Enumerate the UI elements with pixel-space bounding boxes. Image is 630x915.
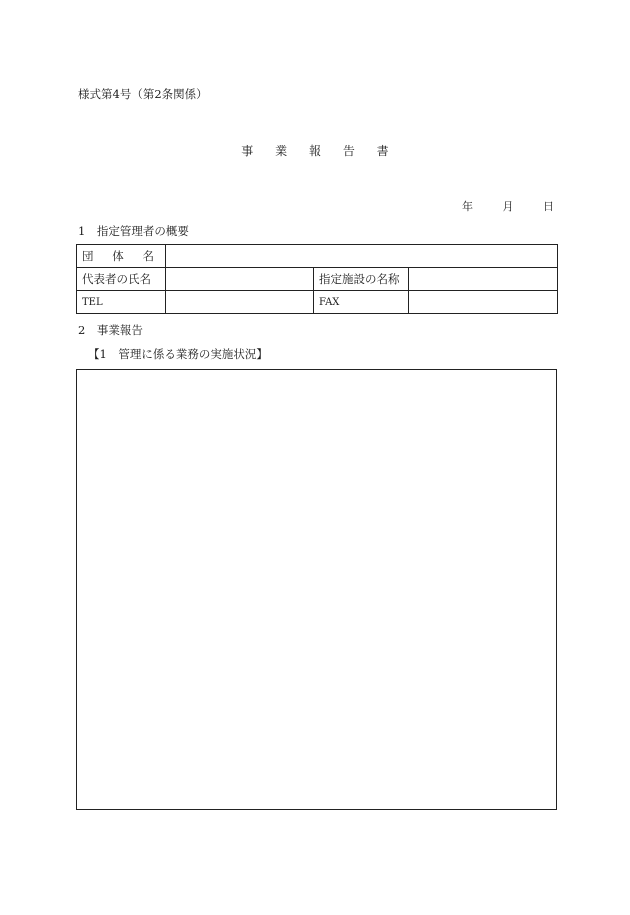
overview-table (76, 244, 558, 314)
facility-field[interactable] (409, 268, 558, 291)
report-content-box[interactable] (76, 369, 557, 810)
tel-label: TEL (77, 291, 166, 314)
table-row (77, 291, 558, 314)
org-name-char: 名 (142, 249, 154, 263)
section2-subheading: 【1 管理に係る業務の実施状況】 (88, 347, 268, 361)
tel-field[interactable] (166, 291, 314, 314)
org-name-char: 団 (82, 249, 94, 263)
title-char: 報 (308, 144, 321, 158)
fax-field[interactable] (409, 291, 558, 314)
form-number: 様式第4号（第2条関係） (78, 87, 208, 101)
fax-label: FAX (314, 291, 409, 314)
facility-label: 指定施設の名称 (314, 268, 409, 291)
date-row (462, 198, 554, 214)
org-name-label (77, 245, 166, 268)
section1-heading: 1 指定管理者の概要 (78, 224, 189, 238)
table-row (77, 245, 558, 268)
title-char: 書 (376, 144, 389, 158)
section2-heading: 2 事業報告 (78, 323, 143, 337)
representative-field[interactable] (166, 268, 314, 291)
title-char: 告 (342, 144, 355, 158)
date-year[interactable]: 年 (462, 200, 473, 213)
org-name-char: 体 (112, 249, 124, 263)
title-char: 業 (275, 144, 288, 158)
date-day[interactable]: 日 (543, 200, 554, 213)
representative-label: 代表者の氏名 (77, 268, 166, 291)
document-title (0, 142, 630, 159)
date-month[interactable]: 月 (502, 200, 514, 213)
org-name-field[interactable] (166, 245, 558, 268)
table-row (77, 268, 558, 291)
title-char: 事 (241, 144, 254, 158)
